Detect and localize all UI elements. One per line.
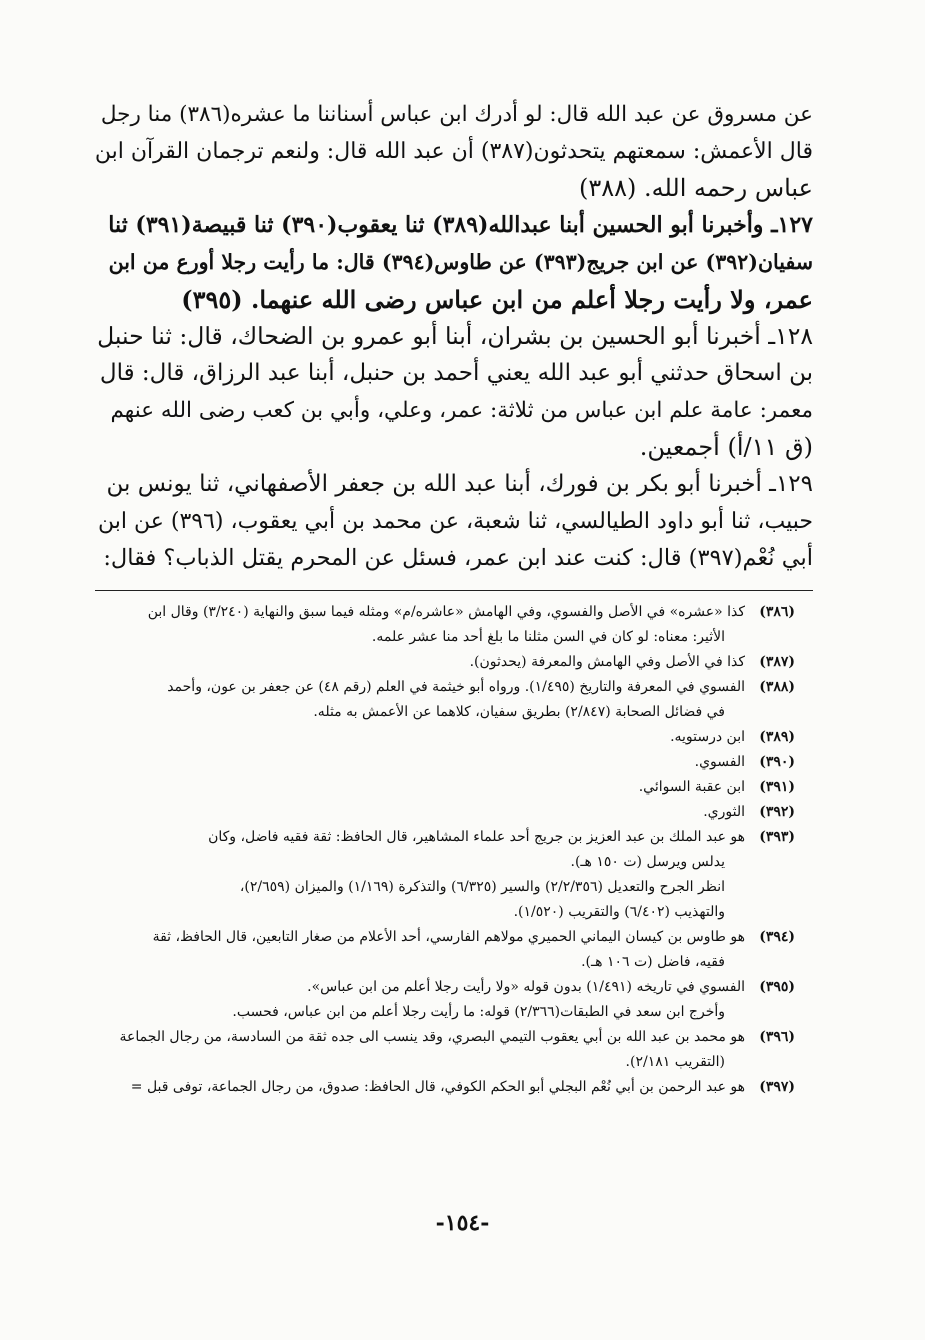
- text-line: (ق ١١/أ) أجمعين.: [639, 433, 813, 461]
- footnote-number: (٣٩٠): [759, 754, 795, 770]
- footnote-text: الفسوي في تاريخه (١/٤٩١) بدون قوله «ولا رأيت رجلا أعلم من ابن عباس».: [307, 979, 745, 995]
- footnote: [95, 875, 795, 900]
- footnote-text: (التقريب ٢/١٨١).: [625, 1054, 725, 1070]
- footnote-number: (٣٨٨): [759, 679, 795, 695]
- footnote-number: (٣٨٧): [759, 654, 795, 670]
- footnote-separator: [95, 590, 813, 591]
- footnote: [95, 650, 795, 675]
- footnote-number: (٣٩٦): [759, 1029, 795, 1045]
- footnote-text: وأخرج ابن سعد في الطبقات(٢/٣٦٦) قوله: ما رأيت رجلا أعلم من ابن عباس، فحسب.: [232, 1004, 725, 1020]
- text-line: عباس رحمه الله. (٣٨٨): [578, 174, 813, 202]
- text-line: عمر، ولا رأيت رجلا أعلم من ابن عباس رضى الله عنهما. (٣٩٥): [181, 285, 813, 314]
- footnote-text: ابن عقبة السوائي.: [638, 779, 745, 795]
- text-line: معمر: عامة علم ابن عباس من ثلاثة: عمر، وعلي، وأبي بن كعب رضى الله عنهم: [110, 398, 813, 423]
- footnote: [95, 1075, 795, 1100]
- page-number: -١٥٤-: [435, 1210, 490, 1236]
- text-line: أبي نُعْم(٣٩٧) قال: كنت عند ابن عمر، فسئل عن المحرم يقتل الذباب؟ فقال:: [103, 545, 813, 571]
- footnote: [95, 1025, 795, 1050]
- footnote-text: كذا «عشره» في الأصل والفسوي، وفي الهامش «عاشره/م» ومثله فيما سبق والنهاية (٣/٢٤٠) وقال ابن: [147, 604, 745, 620]
- footnote: [95, 675, 795, 700]
- footnote: [95, 925, 795, 950]
- main-text: [95, 96, 813, 577]
- footnote-text: ابن درستويه.: [670, 729, 745, 745]
- footnote: [95, 625, 795, 650]
- footnote: [95, 1000, 795, 1025]
- footnote-number: (٣٩٢): [759, 804, 795, 820]
- footnote-number: (٣٩٣): [759, 829, 795, 845]
- footnote-text: الفسوي في المعرفة والتاريخ (١/٤٩٥). ورواه أبو خيثمة في العلم (رقم ٤٨) عن جعفر بن عون، وأحمد: [167, 679, 745, 695]
- footnote-number: (٣٨٩): [759, 729, 795, 745]
- text-line: بن اسحاق حدثني أبو عبد الله يعني أحمد بن حنبل، أبنا عبد الرزاق، قال: قال: [99, 360, 813, 386]
- footnote-text: الفسوي.: [694, 754, 745, 770]
- footnote-text: هو عبد الرحمن بن أبي نُعْم البجلي أبو الحكم الكوفي، قال الحافظ: صدوق، من رجال الجماعة، توفى قبل =: [130, 1079, 745, 1095]
- footnote: [95, 775, 795, 800]
- footnote-text: فقيه، فاضل (ت ١٠٦ هـ).: [581, 954, 725, 970]
- footnote: [95, 850, 795, 875]
- footnote-text: الثوري.: [703, 804, 745, 820]
- footnote-text: انظر الجرح والتعديل (٢/٢/٣٥٦) والسير (٦/٣٢٥) والتذكرة (١/١٦٩) والميزان (٢/٦٥٩)،: [239, 879, 725, 895]
- footnote-number: (٣٩٥): [759, 979, 795, 995]
- footnote: [95, 800, 795, 825]
- text-line: عن مسروق عن عبد الله قال: لو أدرك ابن عباس أسناننا ما عشره(٣٨٦) منا رجل: [100, 102, 813, 127]
- footnote-number: (٣٩١): [759, 779, 795, 795]
- footnote-text: كذا في الأصل وفي الهامش والمعرفة (يحدثون).: [469, 654, 745, 670]
- footnote-text: هو عبد الملك بن عبد العزيز بن جريج أحد علماء المشاهير، قال الحافظ: ثقة فقيه فاضل، وكان: [208, 829, 745, 845]
- footnote-number: (٣٨٦): [759, 604, 795, 620]
- text-line: سفيان(٣٩٢) عن ابن جريج(٣٩٣) عن طاوس(٣٩٤) قال: ما رأيت رجلا أورع من ابن: [108, 250, 813, 274]
- text-line: ١٢٩ـ أخبرنا أبو بكر بن فورك، أبنا عبد الله بن جعفر الأصفهاني، ثنا يونس بن: [106, 471, 813, 497]
- footnote-text: يدلس ويرسل (ت ١٥٠ هـ).: [570, 854, 725, 870]
- footnote-text: والتهذيب (٦/٤٠٢) والتقريب (١/٥٢٠).: [513, 904, 725, 920]
- text-line: حبيب، ثنا أبو داود الطيالسي، ثنا شعبة، عن محمد بن أبي يعقوب، (٣٩٦) عن ابن: [98, 509, 813, 534]
- text-line: ١٢٨ـ أخبرنا أبو الحسين بن بشران، أبنا أبو عمرو بن الضحاك، قال: ثنا حنبل: [97, 322, 813, 350]
- footnotes: [95, 600, 795, 1100]
- footnote-number: (٣٩٧): [759, 1079, 795, 1095]
- footnote: [95, 975, 795, 1000]
- footnote: [95, 950, 795, 975]
- footnote: [95, 750, 795, 775]
- footnote: [95, 700, 795, 725]
- footnote-text: هو طاوس بن كيسان اليماني الحميري مولاهم الفارسي، أحد الأعلام من صغار التابعين، قال الحافظ، ثقة: [152, 929, 745, 945]
- footnote-text: الأثير: معناه: لو كان في السن مثلنا ما بلغ أحد منا عشر علمه.: [371, 629, 725, 645]
- footnote: [95, 600, 795, 625]
- footnote: [95, 1050, 795, 1075]
- footnote-number: (٣٩٤): [759, 929, 795, 945]
- footnote-text: في فضائل الصحابة (٢/٨٤٧) بطريق سفيان، كلاهما عن الأعمش به مثله.: [313, 704, 725, 720]
- text-line: قال الأعمش: سمعتهم يتحدثون(٣٨٧) أن عبد الله قال: ولنعم ترجمان القرآن ابن: [95, 139, 813, 164]
- footnote-text: هو محمد بن عبد الله بن أبي يعقوب التيمي البصري، وقد ينسب الى جده ثقة من السادسة، من رجال الجماعة: [119, 1029, 745, 1045]
- footnote: [95, 900, 795, 925]
- footnote: [95, 825, 795, 850]
- text-line: ١٢٧ـ وأخبرنا أبو الحسين أبنا عبدالله(٣٨٩) ثنا يعقوب(٣٩٠) ثنا قبيصة(٣٩١) ثنا: [108, 212, 813, 238]
- footnote: [95, 725, 795, 750]
